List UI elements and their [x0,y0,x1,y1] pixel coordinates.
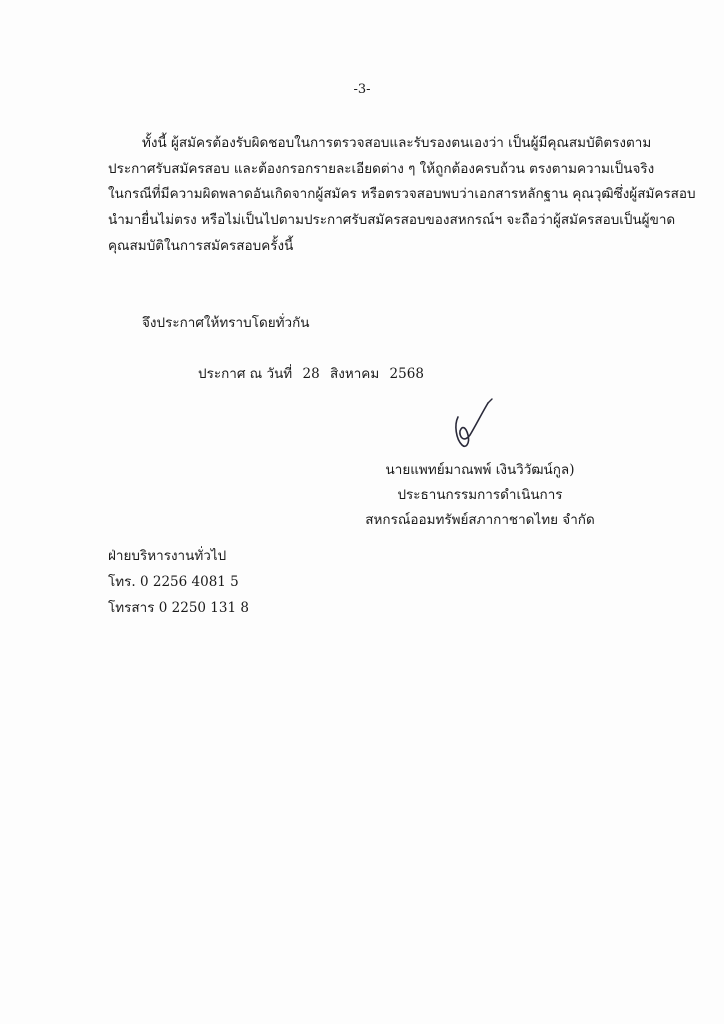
signer-organization: สหกรณ์ออมทรัพย์สภากาชาดไทย จำกัด [365,512,595,528]
body-line-1: ทั้งนี้ ผู้สมัครต้องรับผิดชอบในการตรวจสอบและรับรองตนเองว่า เป็นผู้มีคุณสมบัติตรงตาม [142,135,652,151]
signer-position: ประธานกรรมการดำเนินการ [397,487,563,503]
body-line-2: ประกาศรับสมัครสอบ และต้องกรอกรายละเอียดต่าง ๆ ให้ถูกต้องครบถ้วน ตรงตามความเป็นจริง [108,161,655,177]
handwritten-signature [444,395,504,455]
date-year: 2568 [389,366,424,382]
body-line-4: นำมายื่นไม่ตรง หรือไม่เป็นไปตามประกาศรับสมัครสอบของสหกรณ์ฯ จะถือว่าผู้สมัครสอบเป็นผู้ขาด [108,212,676,228]
body-line-5: คุณสมบัติในการสมัครสอบครั้งนี้ [108,238,294,254]
date-day: 28 [302,366,320,382]
contact-phone: โทร. 0 2256 4081 5 [108,574,239,590]
contact-block [108,543,249,621]
contact-department: ฝ่ายบริหารงานทั่วไป [108,548,227,564]
signer-block [330,458,630,533]
date-month: สิงหาคม [330,366,380,382]
announcement-line: จึงประกาศให้ทราบโดยทั่วกัน [142,315,310,331]
body-line-3: ในกรณีที่มีความผิดพลาดอันเกิดจากผู้สมัคร หรือตรวจสอบพบว่าเอกสารหลักฐาน คุณวุฒิซึ่งผู้สมัครสอบ [108,186,696,202]
contact-fax: โทรสาร 0 2250 131 8 [108,600,249,616]
announcement-date [198,362,430,384]
date-prefix: ประกาศ ณ วันที่ [198,366,293,382]
signer-name: นายแพทย์มาณพพ์ เงินวิวัฒน์กูล) [385,462,575,478]
page-number: -3- [353,82,371,97]
